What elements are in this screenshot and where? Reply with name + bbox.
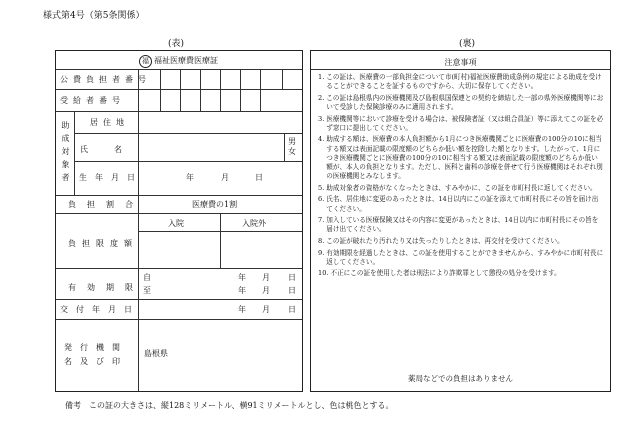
issue-date-label: 交付年月日 <box>60 305 140 314</box>
birth-year-unit: 年 <box>186 173 194 182</box>
form-label: 様式第4号（第5条関係） <box>43 11 145 21</box>
note-item: 8. この証が破れたり汚れたり又は失ったりしたときは、再交付を受けてください。 <box>318 236 564 245</box>
fuku-seal-icon: 福 <box>139 55 152 68</box>
issue-day-unit: 日 <box>288 305 296 314</box>
front-side-title: (表) <box>168 39 185 49</box>
note-item: 2. この証は島根県内の医療機関及び島根県国保連との契約を締結した一部の県外医療機関等において受診した保険診療のみに適用されます。 <box>318 93 604 111</box>
note-item: 10. 不正にこの証を使用した者は刑法により詐欺罪として懲役の処分を受けます。 <box>318 269 561 278</box>
certificate-front <box>55 50 303 392</box>
gender-female: 女 <box>288 147 296 156</box>
note-item: 4. 助成する額は、医療費の本人負担額から1月につき医療機関ごとに医療費の100分の10に相当する額又は表面記載の限度額のどちらか低い額を控除した額となります。したがって、1月につき医療機関ごとに医療費の100分の10に相当する額又は表面記載の限度額のどちらか低い額が、本人の負担となります。ただし、医科と歯科の診療を併せて行う医療機関はそれぞれ別の医療機関とみなします。 <box>318 135 603 181</box>
outpatient-label: 入院外 <box>242 219 266 228</box>
note-item: 5. 助成対象者の資格がなくなったときは、すみやかに、この証を市町村長に返してください。 <box>318 183 597 192</box>
inpatient-label: 入院 <box>168 219 184 228</box>
birth-month-unit: 月 <box>221 173 229 182</box>
note-item: 1. この証は、医療費の一部負担金について市(町村)福祉医療費助成条例の規定による助成を受けることができることを証するものですから、大切に保存してください。 <box>318 73 602 91</box>
from-month-unit: 月 <box>262 273 270 282</box>
card-title: 福祉医療費医療証 <box>154 56 218 65</box>
copay-ratio-value: 医療費の1割 <box>192 200 238 209</box>
note-item: 3. 医療機関等において診療を受ける場合は、被保険者証（又は組合員証）等に添えてこの証を必ず窓口に提出してください。 <box>318 114 604 132</box>
note-item: 6. 氏名、居住地に変更のあったときは、14日以内にこの証を添えて市町村長にその旨を届け出てください。 <box>318 195 599 213</box>
validity-to: 至 <box>143 286 151 295</box>
address-label: 居住地 <box>90 118 129 127</box>
notes-title: 注意事項 <box>444 58 477 67</box>
note-item: 7. 加入している医療保険又はその内容に変更があったときは、14日以内に市町村長にその旨を届け出てください。 <box>318 216 599 234</box>
pharmacy-note: 薬局などでの負担はありません <box>408 374 513 383</box>
copay-limit-label: 負担限度額 <box>68 239 138 248</box>
birth-day-unit: 日 <box>255 173 263 182</box>
issue-year-unit: 年 <box>238 305 246 314</box>
certificate-back <box>310 50 611 392</box>
from-day-unit: 日 <box>288 273 296 282</box>
issuer-label: 発行機関名及び印 <box>64 343 128 366</box>
note-item: 9. 有効期限を経過したときは、この証を使用することができませんから、すみやかに市町村長に返してください。 <box>318 248 604 266</box>
to-day-unit: 日 <box>288 286 296 295</box>
to-month-unit: 月 <box>262 286 270 295</box>
back-side-title: (裏) <box>459 39 476 49</box>
gender-male: 男 <box>288 137 296 146</box>
birth-date-label: 生年月日 <box>79 173 143 182</box>
subject-group-label: 助成対象者 <box>61 121 70 186</box>
copay-ratio-label: 負担割合 <box>68 200 144 209</box>
from-year-unit: 年 <box>238 273 246 282</box>
issue-month-unit: 月 <box>262 305 270 314</box>
name-label: 氏名 <box>80 145 148 154</box>
validity-from: 自 <box>143 273 151 282</box>
remark: 備考 この証の大きさは、縦128ミリメートル、横91ミリメートルとし、色は桃色とする。 <box>65 401 394 410</box>
notes-list <box>318 73 604 281</box>
recipient-number-label: 受給者番号 <box>60 96 125 105</box>
to-year-unit: 年 <box>238 286 246 295</box>
validity-label: 有効期限 <box>68 283 144 292</box>
issuer-value: 島根県 <box>144 349 168 358</box>
payer-number-label: 公費負担者番号 <box>60 75 151 84</box>
